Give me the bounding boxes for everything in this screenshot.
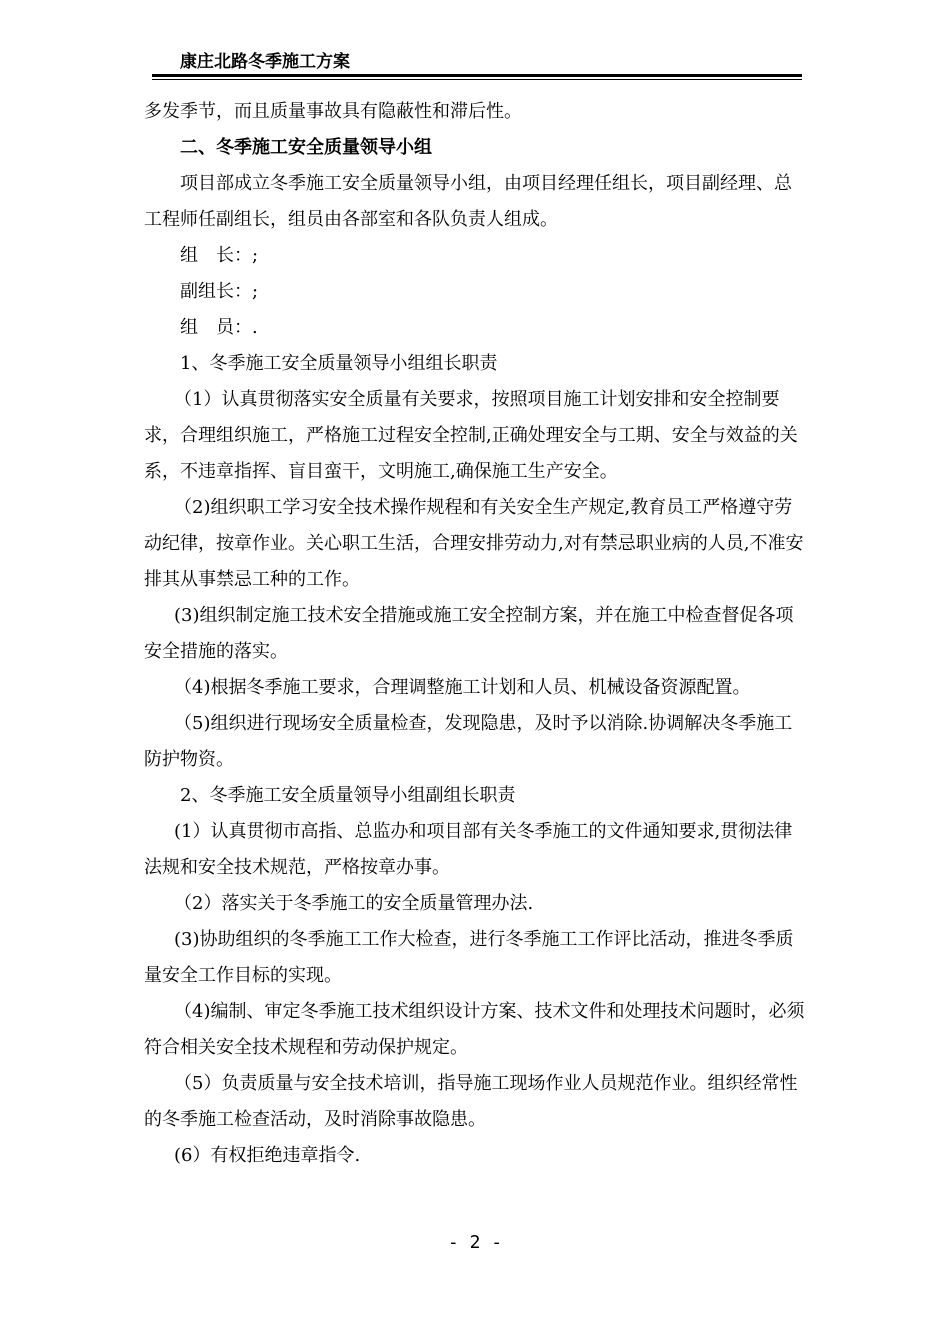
section-heading: 二、冬季施工安全质量领导小组 <box>180 137 432 158</box>
list-item: （4)根据冬季施工要求，合理调整施工计划和人员、机械设备资源配置。 <box>174 677 751 698</box>
list-item: （5)组织进行现场安全质量检查，发现隐患，及时予以消除.协调解决冬季施工防护物资。 <box>144 713 793 770</box>
list-item: （4)编制、审定冬季施工技术组织设计方案、技术文件和处理技术问题时，必须符合相关安全技术规程和劳动保护规定。 <box>144 1001 805 1058</box>
members-line: 组 员：. <box>180 317 258 338</box>
header-divider-thin <box>152 79 802 80</box>
list-item: (6）有权拒绝违章指令. <box>174 1145 361 1166</box>
list-item: (1）认真贯彻市高指、总监办和项目部有关冬季施工的文件通知要求,贯彻法律法规和安全技术规范，严格按章办事。 <box>144 821 793 878</box>
document-body <box>144 94 808 1174</box>
list-item: （2）落实关于冬季施工的安全质量管理办法. <box>174 893 534 914</box>
paragraph-continuation: 多发季节，而且质量事故具有隐蔽性和滞后性。 <box>144 101 522 122</box>
header-divider-thick <box>152 74 802 77</box>
document-title: 康庄北路冬季施工方案 <box>180 52 350 72</box>
list-item: (3)组织制定施工技术安全措施或施工安全控制方案，并在施工中检查督促各项安全措施的落实。 <box>144 605 794 662</box>
list-item: (3)协助组织的冬季施工工作大检查，进行冬季施工工作评比活动，推进冬季质量安全工作目标的实现。 <box>144 929 794 986</box>
list-item: （1）认真贯彻落实安全质量有关要求，按照项目施工计划安排和安全控制要求，合理组织施工，严格施工过程安全控制,正确处理安全与工期、安全与效益的关系，不违章指挥、盲目蛮干，文明施工,确保施工生产安全。 <box>144 389 798 482</box>
list-item: （5）负责质量与安全技术培训，指导施工现场作业人员规范作业。组织经常性的冬季施工检查活动，及时消除事故隐患。 <box>144 1073 798 1130</box>
paragraph-group-intro: 项目部成立冬季施工安全质量领导小组，由项目经理任组长，项目副经理、总工程师任副组长，组员由各部室和各队负责人组成。 <box>144 173 792 230</box>
group-leader-line: 组 长：; <box>180 245 259 266</box>
list-item: （2)组织职工学习安全技术操作规程和有关安全生产规定,教育员工严格遵守劳动纪律，按章作业。关心职工生活，合理安排劳动力,对有禁忌职业病的人员,不准安排其从事禁忌工种的工作。 <box>144 497 804 590</box>
deputy-leader-line: 副组长：; <box>180 281 259 302</box>
subsection-heading-deputy-duties: 2、冬季施工安全质量领导小组副组长职责 <box>180 785 516 806</box>
subsection-heading-leader-duties: 1、冬季施工安全质量领导小组组长职责 <box>180 353 498 374</box>
page-number: - 2 - <box>447 1232 503 1253</box>
